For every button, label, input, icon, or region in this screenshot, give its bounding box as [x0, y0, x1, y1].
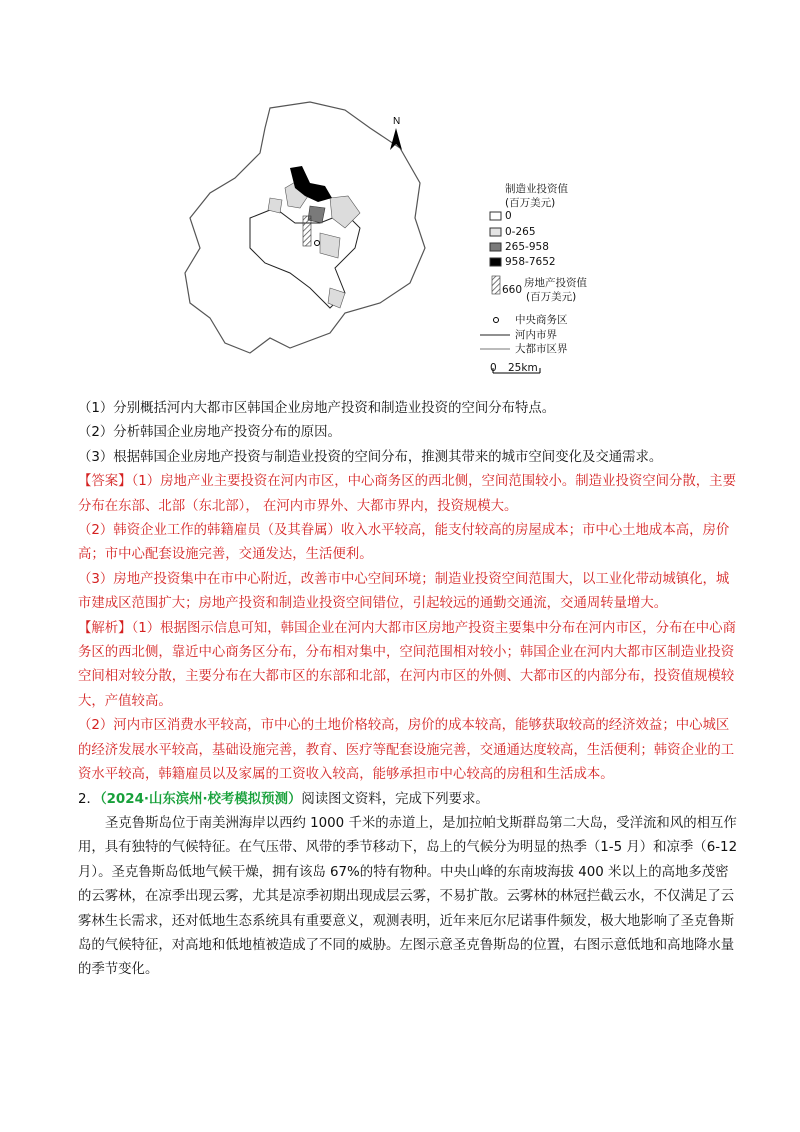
analysis-1: 【解析】（1）根据图示信息可知，韩国企业在河内大都市区房地产投资主要集中分布在河内市区，分布在中心商务区的西北侧，靠近中心商务区分布，分布相对集中，空间范围相对较小；韩国企业在河内大都市区制造业投资空间相对较分散，主要分布在大都市区的东部和北部，在河内市区的外侧、大都市区的内部分布，投资值规模较大，产值较高。 — [78, 620, 736, 709]
legend-realestate-value: 660 — [502, 284, 523, 296]
legend-title: 制造业投资值 — [505, 183, 568, 195]
legend-realestate-unit: (百万美元) — [526, 291, 577, 303]
answer-1: 【答案】（1）房地产业主要投资在河内市区，中心商务区的西北侧，空间范围较小。制造业投资空间分散，主要分布在东部、北部（东北部）， 在河内市界外、大都市界内，投资规模大。 — [78, 474, 736, 514]
question-3: （3）根据韩国企业房地产投资与制造业投资的空间分布，推测其带来的城市空间变化及交通需求。 — [78, 449, 663, 465]
legend-item-2: 265-958 — [505, 241, 549, 253]
legend-unit: (百万美元) — [505, 197, 556, 209]
legend-item-1: 0-265 — [505, 226, 536, 238]
scale-label: 25km — [508, 362, 538, 374]
cbd-marker — [315, 241, 320, 246]
answer-tag: 【答案】 — [78, 474, 132, 490]
scale-zero: 0 — [490, 362, 497, 374]
manufacturing-zone-light — [268, 198, 282, 213]
analysis-2: （2）河内市区消费水平较高，市中心的土地价格较高，房价的成本较高，能够获取较高的经济效益；中心城区的经济发展水平较高，基础设施完善，教育、医疗等配套设施完善，交通通达度较高，生活便利；韩资企业的工资水平较高，韩籍雇员以及家属的工资收入较高，能够承担市中心较高的房租和生活成本。 — [78, 718, 735, 783]
legend-hanoi-boundary: 河内市界 — [515, 329, 557, 341]
legend-realestate-label: 房地产投资值 — [524, 277, 587, 289]
legend-metro-boundary: 大都市区界 — [515, 343, 568, 355]
answer-2: （2）韩资企业工作的韩籍雇员（及其眷属）收入水平较高，能支付较高的房屋成本；市中心土地成本高，房价高；市中心配套设施完善，交通发达，生活便利。 — [78, 523, 730, 563]
question-2: （2）分析韩国企业房地产投资分布的原因。 — [78, 425, 341, 441]
legend-item-3: 958-7652 — [505, 256, 556, 268]
answer-3: （3）房地产投资集中在市中心附近，改善市中心空间环境；制造业投资空间范围大，以工业化带动城镇化，城市建成区范围扩大；房地产投资和制造业投资空间错位，引起较远的通勤交通流，交通周转量增大。 — [78, 571, 730, 612]
question-2-body: 圣克鲁斯岛位于南美洲海岸以西约 1000 千米的赤道上，是加拉帕戈斯群岛第二大岛，受洋流和风的相互作用，具有独特的气候特征。在气压带、风带的季节移动下，岛上的气候分为明显的热季（1-5 月）和凉季（6-12 月）。圣克鲁斯岛低地气候干燥，拥有该岛 67%的特有物种。中央山峰的东南坡海拔 400 米以上的高地多茂密的云雾林，在凉季出现云雾，尤其是凉季初期出现成层云雾，不易扩散。云雾林的林冠拦截云水，不仅满足了云雾林生长需求，还对低地生态系统具有重要意义，观测表明，近年来厄尔尼诺事件频发，极大地影响了圣克鲁斯岛的气候特征，对高地和低地植被造成了不同的威胁。左图示意圣克鲁斯岛的位置，右图示意低地和高地降水量的季节变化。 — [78, 815, 738, 978]
analysis-tag: 【解析】 — [78, 620, 132, 636]
realestate-bar — [303, 216, 311, 246]
question-block — [78, 397, 738, 983]
north-label: N — [393, 116, 401, 127]
question-1: （1）分别概括河内大都市区韩国企业房地产投资和制造业投资的空间分布特点。 — [78, 401, 556, 416]
question-2-header: 2．（2024·山东滨州·校考模拟预测）阅读图文资料，完成下列要求。 — [78, 791, 489, 807]
legend-item-0: 0 — [505, 210, 512, 222]
legend-cbd: 中央商务区 — [515, 314, 568, 326]
question-source: （2024·山东滨州·校考模拟预测） — [99, 791, 302, 807]
